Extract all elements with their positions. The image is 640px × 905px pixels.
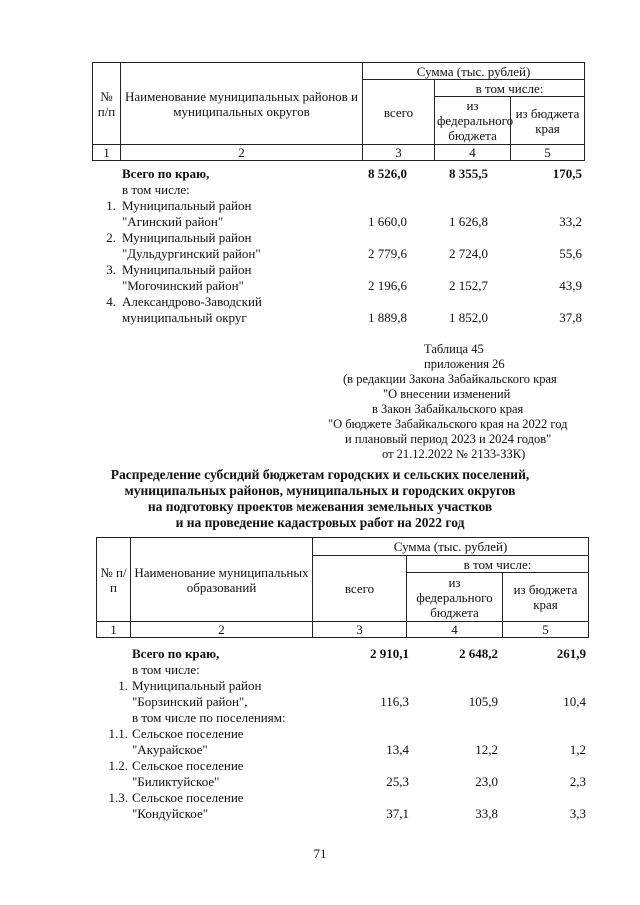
table1-row: [92, 310, 584, 326]
row-total: 1 660,0: [368, 214, 407, 229]
table1-col-fed: из федерального бюджета: [435, 97, 511, 145]
table1-idx: 2: [121, 145, 363, 161]
table2-idx: 3: [313, 622, 407, 638]
row-name: "Дульдургинский район": [122, 246, 261, 261]
row-federal: 2 152,7: [449, 278, 488, 293]
row-name: муниципальный округ: [122, 310, 247, 325]
row-number: 1.3.: [108, 790, 128, 805]
row-federal: 33,8: [475, 806, 498, 821]
row-regional: 170,5: [552, 166, 582, 181]
table2-idx: 2: [131, 622, 313, 638]
table2-row: [96, 694, 588, 710]
row-federal: 2 724,0: [449, 246, 488, 261]
row-total: 13,4: [386, 742, 409, 757]
table2-row: [96, 646, 588, 662]
table1-row: [92, 230, 584, 246]
row-total: 2 196,6: [368, 278, 407, 293]
table2-row: [96, 710, 588, 726]
table1-col-sum: Сумма (тыс. рублей): [363, 63, 585, 80]
row-name: Александрово-Заводский: [122, 294, 262, 309]
table1-col-reg: из бюджета края: [511, 97, 585, 145]
table2-body: [96, 646, 588, 822]
row-total: 8 526,0: [368, 166, 407, 181]
table2-row: [96, 742, 588, 758]
table2-col-name: Наименование муниципальных образований: [131, 538, 313, 622]
note-line: (в редакции Закона Забайкальского края: [343, 372, 557, 386]
row-federal: 2 648,2: [459, 646, 498, 661]
row-name: "Борзинский район",: [132, 694, 248, 709]
row-total: 2 910,1: [370, 646, 409, 661]
row-regional: 37,8: [559, 310, 582, 325]
row-regional: 2,3: [569, 774, 586, 789]
table1-col-total: всего: [363, 80, 435, 145]
row-number: 3.: [106, 262, 116, 277]
row-federal: 12,2: [475, 742, 498, 757]
row-name: Муниципальный район: [132, 678, 262, 693]
row-name: Муниципальный район: [122, 230, 252, 245]
table1-idx: 4: [435, 145, 511, 161]
table2-col-reg: из бюджета края: [503, 573, 589, 622]
row-name: Сельское поселение: [132, 726, 244, 741]
row-name: "Кондуйское": [132, 806, 209, 821]
table2-col-fed: из федерального бюджета: [407, 573, 503, 622]
note-line: "О внесении изменений: [383, 387, 511, 401]
row-name: "Могочинский район": [122, 278, 244, 293]
table2-row: [96, 678, 588, 694]
row-name: в том числе:: [122, 182, 190, 197]
title-line: и на проведение кадастровых работ на 2022 год: [175, 515, 465, 530]
table2-idx: 1: [97, 622, 131, 638]
table1-idx: 3: [363, 145, 435, 161]
row-name: Всего по краю,: [122, 166, 210, 181]
table2-row: [96, 774, 588, 790]
table1-row: [92, 182, 584, 198]
row-number: 1.: [118, 678, 128, 693]
row-regional: 33,2: [559, 214, 582, 229]
title-line: на подготовку проектов межевания земельных участков: [147, 499, 493, 514]
table1-col-num: № п/п: [93, 63, 121, 145]
table1-row: [92, 214, 584, 230]
row-regional: 261,9: [556, 646, 586, 661]
row-number: 4.: [106, 294, 116, 309]
table2-row: [96, 662, 588, 678]
table1-body: [92, 166, 584, 326]
table1-header: [92, 62, 585, 161]
row-regional: 43,9: [559, 278, 582, 293]
table2-col-num: № п/п: [97, 538, 131, 622]
row-total: 25,3: [386, 774, 409, 789]
row-name: "Акурайское": [132, 742, 208, 757]
row-name: "Агинский район": [122, 214, 224, 229]
row-name: Муниципальный район: [122, 198, 252, 213]
note-line: в Закон Забайкальского края: [372, 402, 524, 416]
table1-row: [92, 278, 584, 294]
note-line: "О бюджете Забайкальского края на 2022 год: [328, 417, 568, 431]
table2-row: [96, 758, 588, 774]
row-regional: 1,2: [569, 742, 586, 757]
row-regional: 10,4: [563, 694, 586, 709]
table1-row: [92, 198, 584, 214]
row-federal: 1 626,8: [449, 214, 488, 229]
row-name: Всего по краю,: [132, 646, 220, 661]
table2-row: [96, 726, 588, 742]
row-total: 1 889,8: [368, 310, 407, 325]
row-total: 116,3: [380, 694, 409, 709]
row-number: 2.: [106, 230, 116, 245]
row-name: Сельское поселение: [132, 790, 244, 805]
row-regional: 3,3: [569, 806, 586, 821]
row-federal: 105,9: [468, 694, 498, 709]
table1-row: [92, 294, 584, 310]
table2-col-incl: в том числе:: [407, 556, 589, 573]
table2-idx: 4: [407, 622, 503, 638]
table2-row: [96, 806, 588, 822]
row-federal: 8 355,5: [449, 166, 488, 181]
table1-idx: 5: [511, 145, 585, 161]
row-name: "Биликтуйское": [132, 774, 220, 789]
table1-row: [92, 262, 584, 278]
row-regional: 55,6: [559, 246, 582, 261]
row-name: Муниципальный район: [122, 262, 252, 277]
table2-row: [96, 790, 588, 806]
page-number: 71: [313, 846, 327, 861]
table2-idx: 5: [503, 622, 589, 638]
section-title: [0, 467, 640, 531]
row-name: Сельское поселение: [132, 758, 244, 773]
row-total: 37,1: [386, 806, 409, 821]
table1-row: [92, 166, 584, 182]
table1-row: [92, 246, 584, 262]
row-federal: 23,0: [475, 774, 498, 789]
title-line: муниципальных районов, муниципальных и городских округов: [124, 483, 516, 498]
table2-header: [96, 537, 589, 638]
row-federal: 1 852,0: [449, 310, 488, 325]
note-line: Таблица 45: [424, 342, 484, 356]
table1-col-name: Наименование муниципальных районов и муниципальных округов: [121, 63, 363, 145]
table2-col-total: всего: [313, 556, 407, 622]
table2-col-sum: Сумма (тыс. рублей): [313, 538, 589, 556]
row-number: 1.: [106, 198, 116, 213]
row-total: 2 779,6: [368, 246, 407, 261]
row-name: в том числе по поселениям:: [132, 710, 286, 725]
table1-col-incl: в том числе:: [435, 80, 585, 97]
table1-idx: 1: [93, 145, 121, 161]
row-name: в том числе:: [132, 662, 200, 677]
title-line: Распределение субсидий бюджетам городских и сельских поселений,: [110, 467, 530, 482]
row-number: 1.1.: [108, 726, 128, 741]
note-line: и плановый период 2023 и 2024 годов": [345, 432, 552, 446]
row-number: 1.2.: [108, 758, 128, 773]
note-line: приложения 26: [424, 357, 505, 371]
note-line: от 21.12.2022 № 2133-ЗЗК): [382, 447, 526, 461]
